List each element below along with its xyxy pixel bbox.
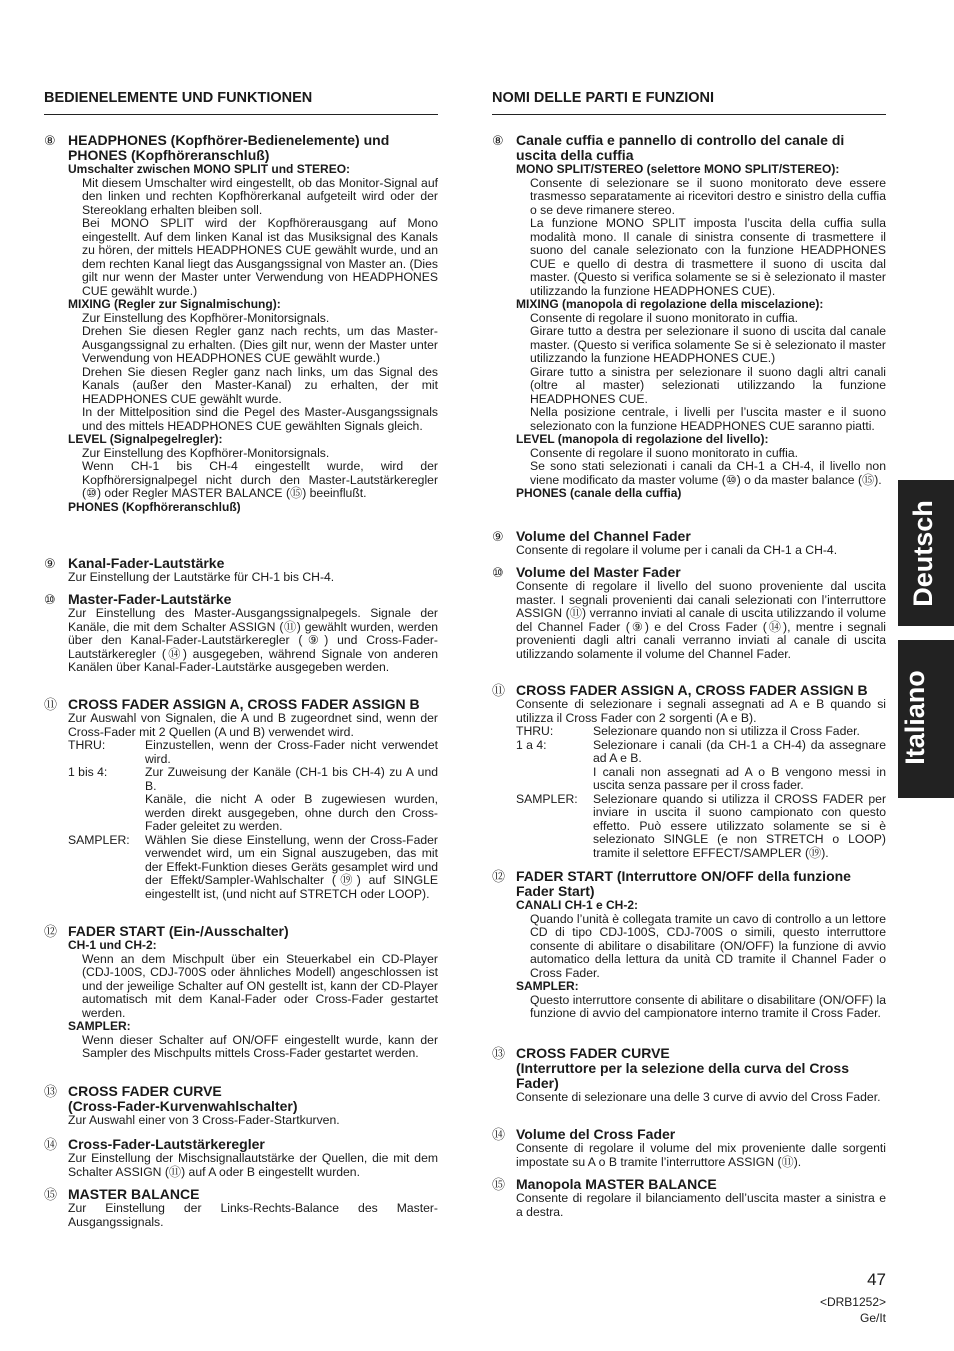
paragraph: Consente di selezionare i segnali assegnati ad A e B quando si utilizza il Cross Fader con 2 sorgenti (A e B). xyxy=(516,697,886,725)
tab-label: Italiano xyxy=(899,670,930,765)
paragraph: Consente di selezionare se il suono monitorato deve essere trasmesso separatamente ai ricevitori destro e sinistro della cuffia o se deve rimanere stereo. xyxy=(530,175,886,217)
language-code: Ge/It xyxy=(859,1311,886,1325)
section-title-sub: (Cross-Fader-Kurvenwahlschalter) xyxy=(68,1098,298,1114)
paragraph: Nella posizione centrale, i livelli per l’uscita master e il suono selezionato con la funzione HEADPHONES CUE saranno piatti. xyxy=(530,405,886,433)
section-9 xyxy=(492,529,886,558)
section-15 xyxy=(492,1177,886,1219)
definition-row xyxy=(68,739,438,766)
section-title: Volume del Cross Fader xyxy=(516,1126,676,1142)
language-tab-italiano xyxy=(898,640,954,798)
paragraph: Mit diesem Umschalter wird eingestellt, ob das Monitor-Signal auf den linken und rechten Kopfhörerkanal aufgeteilt wird oder der Stereoklang erhalten bleiben soll. xyxy=(82,175,438,217)
section-11 xyxy=(44,697,438,901)
subheading: SAMPLER: xyxy=(68,1019,131,1033)
definition-row xyxy=(516,793,886,861)
item-number: ⑬ xyxy=(492,1046,506,1061)
paragraph: Drehen Sie diesen Regler ganz nach rechts, um das Master-Ausgangssignal zu erhalten. (Dies gilt nur, wenn der Master unter Verwendung von HEADPHONES CUE gewählt wurde.) xyxy=(82,324,438,365)
subheading: SAMPLER: xyxy=(516,979,579,993)
subheading: CANALI CH-1 e CH-2: xyxy=(516,898,639,912)
section-title: Volume del Channel Fader xyxy=(516,528,691,544)
definition-row xyxy=(516,739,886,793)
paragraph: Wenn CH-1 bis CH-4 eingestellt wurde, wird der Kopfhörersignalpegel nicht durch den Master-Lautstärkeregler (⑩) oder Regler MASTER BALANCE (⑮) beeinflußt. xyxy=(82,459,438,500)
paragraph: Quando l’unità è collegata tramite un cavo di controllo a un lettore CD di tipo CDJ-100S, CDJ-700S o simili, questo interruttore consente di abilitare o disabilitare (ON/OFF) la funzione di avvio automatico della lettura da unità CD tramite il Channel Fader o Cross Fader. xyxy=(530,911,886,980)
paragraph: Zur Auswahl von Signalen, die A und B zugeordnet sind, wenn der Cross-Fader mit 2 Quellen (A und B) verwendet wird. xyxy=(68,711,438,739)
item-number: ⑫ xyxy=(492,869,506,884)
item-number: ⑨ xyxy=(44,556,56,571)
definition-row xyxy=(516,725,886,739)
subheading: MIXING (manopola di regolazione della miscelazione): xyxy=(516,297,824,311)
item-number: ⑮ xyxy=(492,1177,506,1192)
section-title: HEADPHONES (Kopfhörer-Bedienelemente) und PHONES (Kopfhöreranschluß) xyxy=(68,132,390,163)
definition: Einzustellen, wenn der Cross-Fader nicht verwendet wird. xyxy=(145,738,438,766)
section-title: Volume del Master Fader xyxy=(516,564,681,580)
subheading: LEVEL (manopola di regolazione del livello): xyxy=(516,432,769,446)
item-number: ⑪ xyxy=(492,683,506,698)
section-11 xyxy=(492,683,886,860)
paragraph: Consente di regolare il livello del suono proveniente dal uscita master. I segnali provenienti dai canali selezionati con l’interruttore ASSIGN (⑪) verranno inviati al canale di uscita utilizzando il volume del Channel Fader (⑨) e del Cross Fader (⑭), mentre i segnali provenienti dagli altri canali verranno inviati al canale di uscita utilizzando solamente il volume del Channel Fader. xyxy=(516,579,886,661)
term: THRU: xyxy=(68,738,106,752)
item-number: ⑪ xyxy=(44,697,58,712)
item-number: ⑩ xyxy=(44,592,56,607)
subheading: MONO SPLIT/STEREO (selettore MONO SPLIT/STEREO): xyxy=(516,162,840,176)
paragraph: Consente di regolare il suono monitorato in cuffia. xyxy=(530,445,799,460)
document-code xyxy=(820,1294,886,1326)
paragraph: Se sono stati selezionati i canali da CH-1 a CH-4, il livello non viene modificato da master volume (⑩) o da master balance (⑮). xyxy=(530,459,886,487)
paragraph: In der Mittelposition sind die Pegel des Master-Ausgangssignals und des mittels HEADPHONES CUE gewählten Signals gleich. xyxy=(82,405,438,433)
tab-label: Deutsch xyxy=(907,500,938,607)
subheading: LEVEL (Signalpegelregler): xyxy=(68,432,223,446)
paragraph: Consente di regolare il bilanciamento dell’uscita master a sinistra e a destra. xyxy=(516,1191,886,1219)
paragraph: Consente di regolare il volume per i canali da CH-1 a CH-4. xyxy=(516,543,838,557)
definition-row xyxy=(68,766,438,834)
item-number: ⑭ xyxy=(492,1127,506,1142)
paragraph: Zur Einstellung des Master-Ausgangssignalpegels. Signale der Kanäle, die mit dem Schalter ASSIGN (⑪) gewählt wurden, werden über den Kanal-Fader-Lautstärkeregler (⑨) und Cross-Fader-Lautstärkeregler (⑭) ausgegeben, während Signale von anderen Kanälen über Kanal-Fader-Lautstärke ausgegeben werden. xyxy=(68,606,438,674)
section-12 xyxy=(492,869,886,1021)
section-heading: NOMI DELLE PARTI E FUNZIONI xyxy=(492,90,715,106)
section-title: CROSS FADER CURVE xyxy=(516,1045,670,1061)
paragraph: Zur Auswahl einer von 3 Cross-Fader-Startkurven. xyxy=(68,1113,340,1127)
paragraph: Zur Einstellung des Kopfhörer-Monitorsignals. xyxy=(82,310,330,325)
section-title: CROSS FADER ASSIGN A, CROSS FADER ASSIGN B xyxy=(68,696,420,712)
term: THRU: xyxy=(516,724,554,738)
section-title: MASTER BALANCE xyxy=(68,1186,200,1202)
definition: Wählen Sie diese Einstellung, wenn der Cross-Fader verwendet wird, um ein Signal auszugeben, das mit der Effekt-Funktion dieses Geräts gesamplet wird und der Effekt/Sampler-Wahlschalter (⑲) auf SINGLE eingestellt ist, (und nicht auf STRETCH oder LOOP). xyxy=(145,832,438,901)
paragraph: Girare tutto a sinistra per selezionare il suono dagli altri canali (oltre al master) selezionati utilizzando la funzione HEADPHONES CUE. xyxy=(530,364,886,406)
paragraph: Wenn dieser Schalter auf ON/OFF eingestellt wurde, kann der Sampler des Mischpults mittels Cross-Fader gestartet werden. xyxy=(82,1032,438,1060)
item-number: ⑬ xyxy=(44,1084,58,1099)
page-number: 47 xyxy=(867,1270,886,1289)
paragraph: Consente di selezionare una delle 3 curve di avvio del Cross Fader. xyxy=(516,1090,881,1104)
definition-text: I canali non assegnati ad A o B vengono messi in uscita senza passare per il cross fader. xyxy=(593,764,886,792)
language-tab-deutsch xyxy=(898,480,954,626)
section-title: Master-Fader-Lautstärke xyxy=(68,591,232,607)
section-10 xyxy=(44,592,438,675)
item-number: ⑧ xyxy=(44,133,56,148)
section-15 xyxy=(44,1187,438,1229)
paragraph: La funzione MONO SPLIT imposta l’uscita della cuffia sulla modalità mono. Il canale di sinistra consente di trasmettere il suono del canale selezionato con la funzione HEADPHONES CUE e quello di destra di trasmettere il suono di uscita dal master. (Questo si verifica solamente se si è selezionato il master utilizzando la funzione HEADPHONES CUE). xyxy=(530,216,886,298)
definition xyxy=(145,766,438,834)
paragraph: Zur Einstellung der Mischsignallautstärke der Quellen, die mit dem Schalter ASSIGN (⑪) auf A oder B eingestellt wurden. xyxy=(68,1151,438,1179)
section-title: Kanal-Fader-Lautstärke xyxy=(68,555,225,571)
paragraph: Zur Einstellung der Lautstärke für CH-1 bis CH-4. xyxy=(68,570,335,584)
subheading: CH-1 und CH-2: xyxy=(68,938,157,952)
item-number: ⑮ xyxy=(44,1187,58,1202)
definition: Selezionare quando si utilizza il CROSS FADER per inviare in uscita il suono campionato con questo effetto. Può essere utilizzato solamente se si è selezionato SINGLE (e non STRETCH o LOOP) tramite il selettore EFFECT/SAMPLER (⑲). xyxy=(593,791,886,860)
section-8 xyxy=(492,133,886,501)
term: SAMPLER: xyxy=(68,832,130,847)
definition-text: Zur Zuweisung der Kanäle (CH-1 bis CH-4) zu A und B. xyxy=(145,765,438,793)
section-title-sub: (Interruttore per la selezione della curva del Cross Fader) xyxy=(516,1060,849,1091)
section-8 xyxy=(44,133,438,514)
section-13 xyxy=(44,1084,438,1128)
section-heading: BEDIENELEMENTE UND FUNKTIONEN xyxy=(44,90,313,106)
definition xyxy=(593,739,886,793)
divider xyxy=(492,114,886,115)
section-9 xyxy=(44,556,438,585)
term: SAMPLER: xyxy=(516,791,578,806)
paragraph: Zur Einstellung des Kopfhörer-Monitorsignals. xyxy=(82,445,330,460)
subheading: MIXING (Regler zur Signalmischung): xyxy=(68,297,281,311)
section-title: Cross-Fader-Lautstärkeregler xyxy=(68,1136,265,1152)
definition-text: Kanäle, die nicht A oder B zugewiesen wurden, werden direkt ausgegeben, ohne durch den Cross-Fader geleitet zu werden. xyxy=(145,792,438,833)
paragraph: Questo interruttore consente di abilitare o disabilitare (ON/OFF) la funzione di avvio del campionatore interno tramite il Cross Fader. xyxy=(530,992,886,1020)
paragraph: Consente di regolare il suono monitorato in cuffia. xyxy=(530,310,799,325)
section-12 xyxy=(44,924,438,1061)
section-title: Canale cuffia e pannello di controllo del canale di uscita della cuffia xyxy=(516,132,845,163)
item-number: ⑨ xyxy=(492,529,504,544)
definition-row xyxy=(68,834,438,902)
item-number: ⑩ xyxy=(492,565,504,580)
section-13 xyxy=(492,1046,886,1105)
paragraph: Bei MONO SPLIT wird der Kopfhörerausgang auf Mono eingestellt. Auf dem linken Kanal ist das Musiksignal des Kanals zu hören, der mittels HEADPHONES CUE gewählt wurde, und an dem rechten Kanal liegt das Ausgangssignal von Master an. (Dies gilt nur wenn der Master unter Verwendung von HEADPHONES CUE gewählt wurde.) xyxy=(82,216,438,298)
section-title: FADER START (Interruttore ON/OFF della funzione Fader Start) xyxy=(516,868,851,899)
subheading: Umschalter zwischen MONO SPLIT und STEREO: xyxy=(68,162,351,176)
item-number: ⑭ xyxy=(44,1137,58,1152)
paragraph: Drehen Sie diesen Regler ganz nach links, um das Signal des Kanals (außer den Master-Kanal) zu erhalten, der mit HEADPHONES CUE gewählt wurde. xyxy=(82,364,438,406)
section-title: Manopola MASTER BALANCE xyxy=(516,1176,717,1192)
paragraph: Zur Einstellung der Links-Rechts-Balance des Master-Ausgangssignals. xyxy=(68,1201,438,1229)
subheading: PHONES (canale della cuffia) xyxy=(516,486,682,500)
definition: Selezionare quando non si utilizza il Cross Fader. xyxy=(593,724,860,738)
paragraph: Girare tutto a destra per selezionare il suono di uscita dal canale master. (Questo si verifica solamente Se si è selezionato il master utilizzando la funzione HEADPHONES CUE.) xyxy=(530,324,886,365)
definition-text: Selezionare i canali (da CH-1 a CH-4) da assegnare ad A e B. xyxy=(593,737,886,765)
section-title: CROSS FADER ASSIGN A, CROSS FADER ASSIGN B xyxy=(516,682,868,698)
section-14 xyxy=(492,1127,886,1169)
term: 1 bis 4: xyxy=(68,765,108,779)
paragraph: Wenn an dem Mischpult über ein Steuerkabel ein CD-Player (CDJ-100S, CDJ-700S oder ähnliches Modell) angeschlossen ist und der jeweilige Schalter auf ON gestellt ist, kann der CD-Player automatisch mit dem Kanal-Fader oder Cross-Fader gestartet werden. xyxy=(82,951,438,1020)
section-10 xyxy=(492,565,886,661)
section-14 xyxy=(44,1137,438,1179)
item-number: ⑧ xyxy=(492,133,504,148)
section-title: FADER START (Ein-/Ausschalter) xyxy=(68,923,289,939)
model-code: <DRB1252> xyxy=(819,1295,886,1309)
subheading: PHONES (Kopfhöreranschluß) xyxy=(68,499,241,514)
term: 1 a 4: xyxy=(516,737,547,752)
item-number: ⑫ xyxy=(44,924,58,939)
divider xyxy=(44,114,438,115)
paragraph: Consente di regolare il volume del mix proveniente dalle sorgenti impostate su A o B tramite l’interruttore ASSIGN (⑪). xyxy=(516,1141,886,1169)
section-title: CROSS FADER CURVE xyxy=(68,1083,222,1099)
